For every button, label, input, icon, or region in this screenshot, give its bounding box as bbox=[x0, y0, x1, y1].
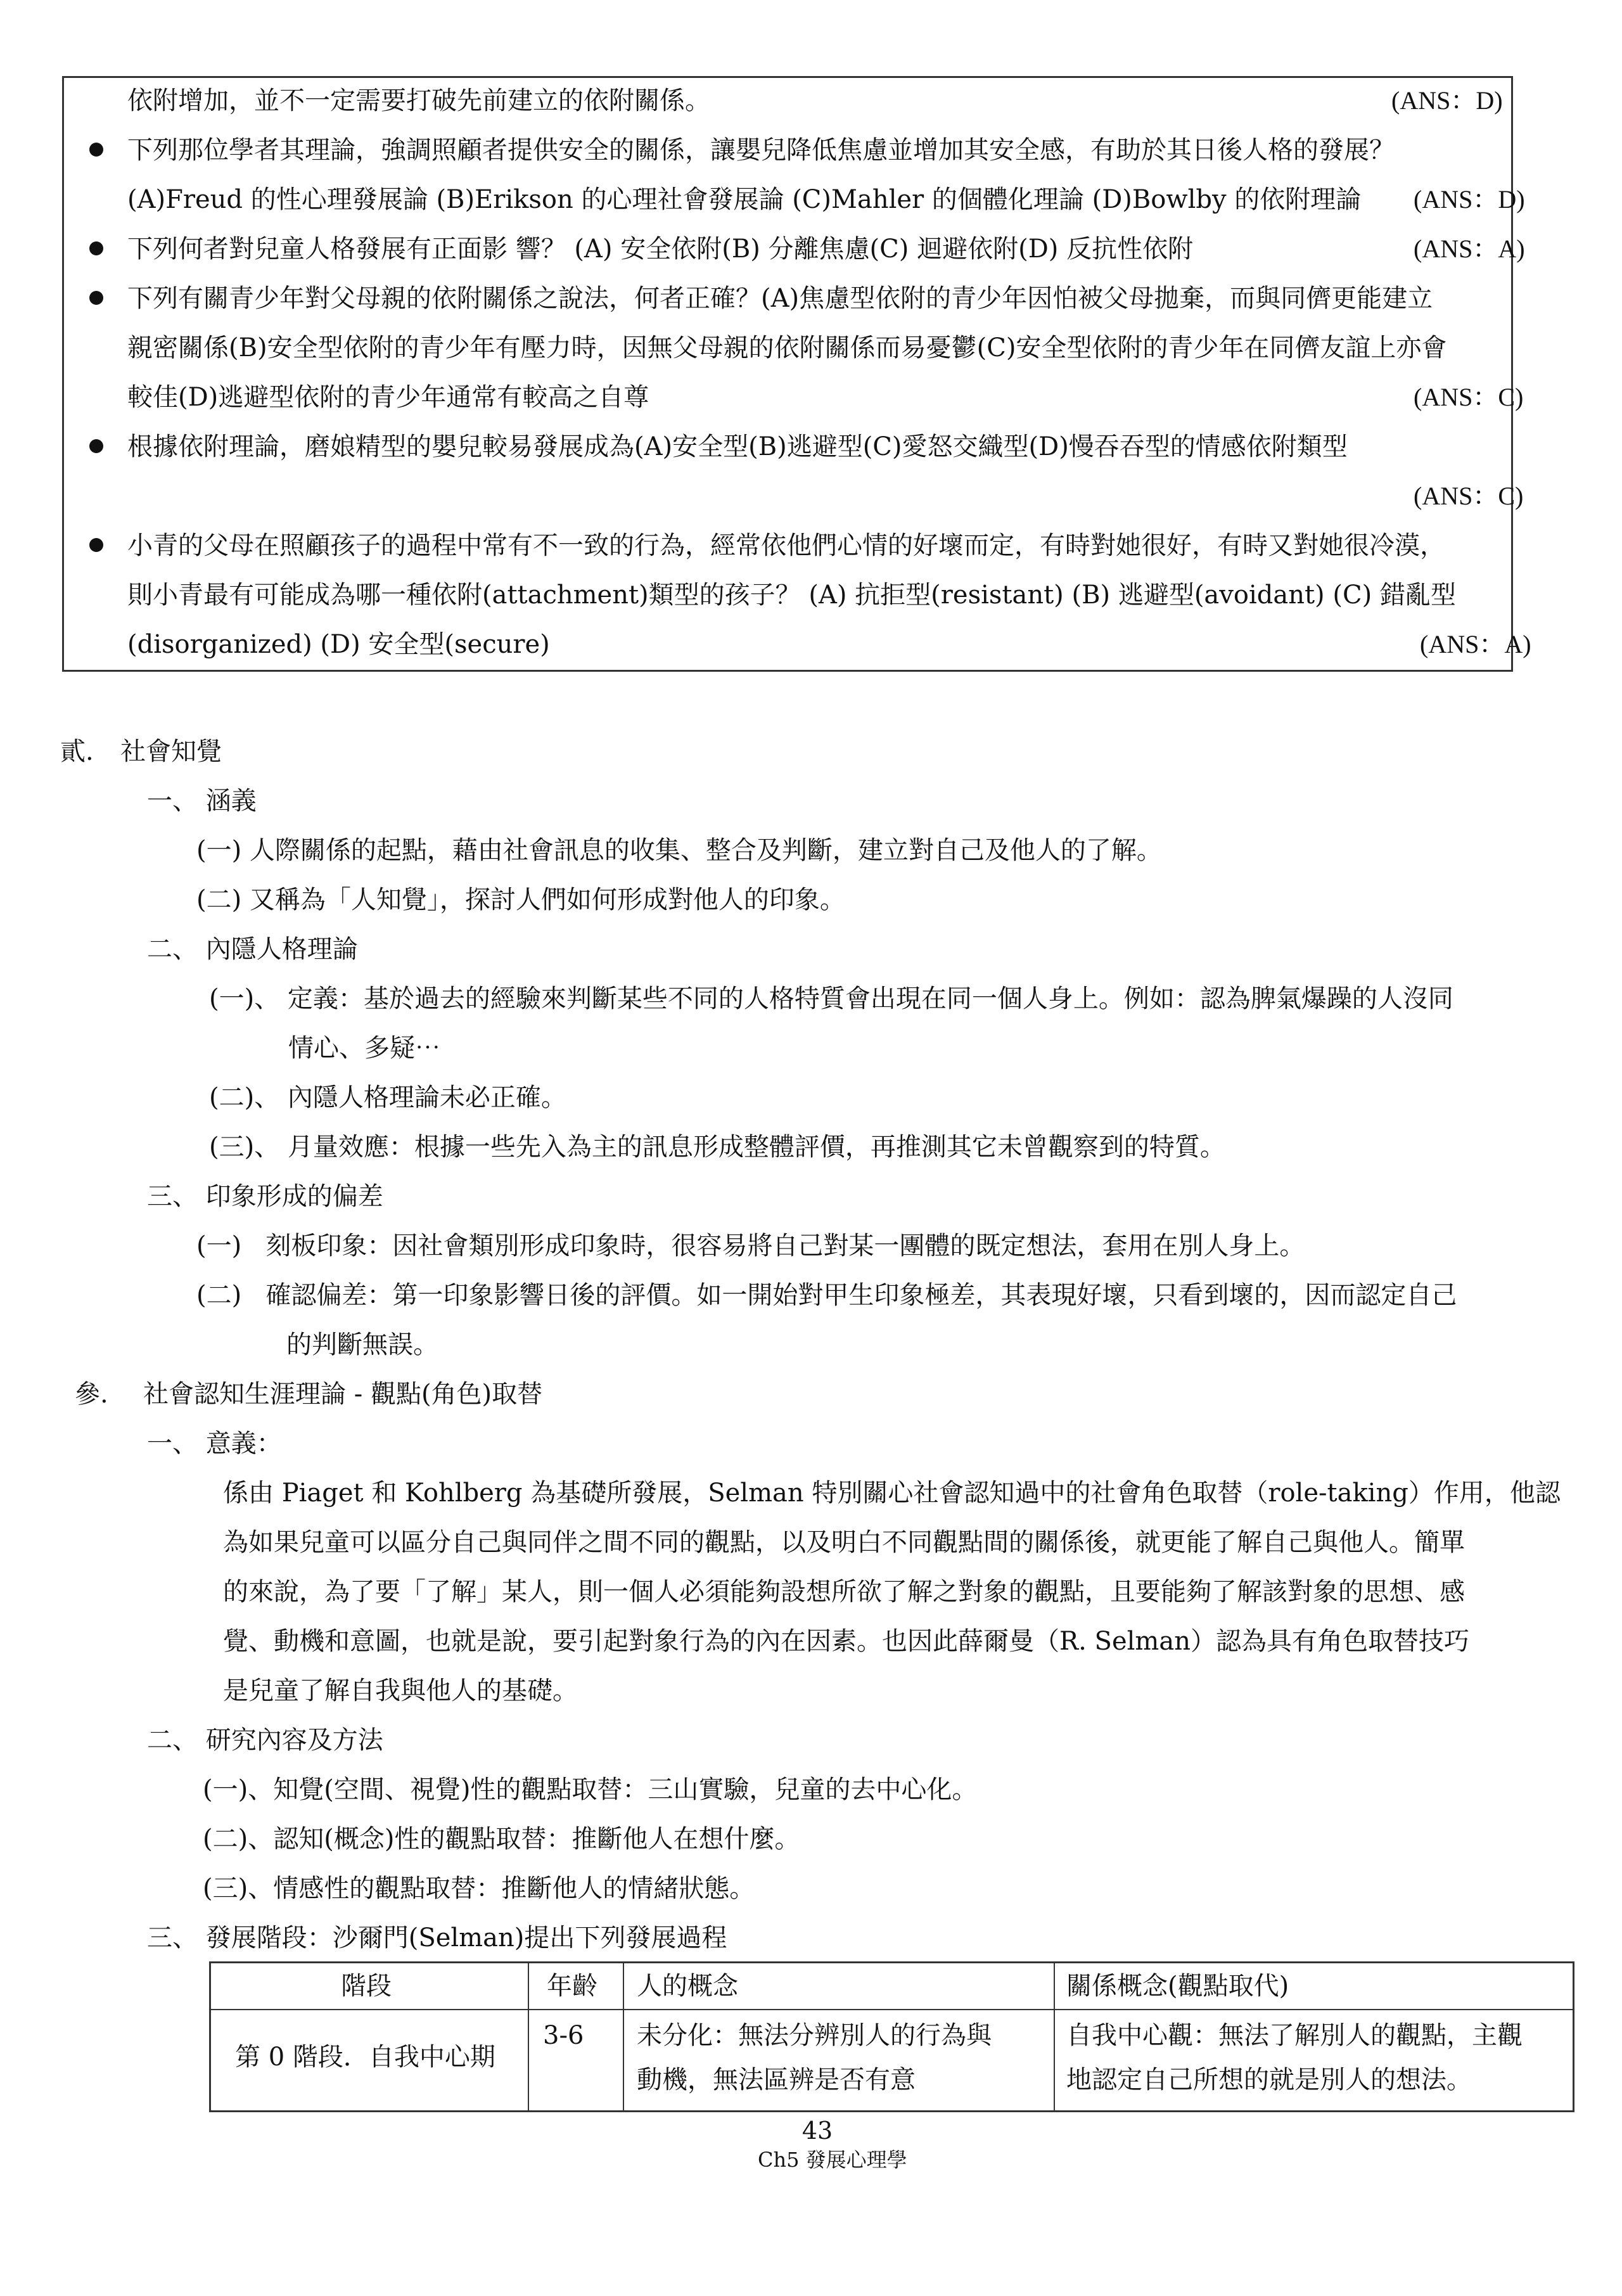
section-number: 參. bbox=[75, 1380, 108, 1409]
table-cell-person: 未分化：無法分辨別人的行為與 bbox=[637, 2021, 992, 2050]
list-item: (一)、 定義：基於過去的經驗來判斷某些不同的人格特質會出現在同一個人身上。例如：認為脾氣爆躁的人沒同 bbox=[209, 984, 1453, 1013]
subsection-title: 三、 印象形成的偏差 bbox=[147, 1182, 383, 1211]
question-text: 依附增加，並不一定需要打破先前建立的依附關係。 bbox=[127, 86, 710, 115]
paragraph-line: 覺、動機和意圖，也就是說，要引起對象行為的內在因素。也因此薛爾曼（R. Selman）認為具有角色取替技巧 bbox=[223, 1627, 1469, 1656]
subsection-title: 二、 內隱人格理論 bbox=[147, 935, 358, 964]
list-item: (一)、知覺(空間、視覺)性的觀點取替：三山實驗，兒童的去中心化。 bbox=[203, 1775, 978, 1804]
paragraph-line: 係由 Piaget 和 Kohlberg 為基礎所發展，Selman 特別關心社會認知過中的社會角色取替（role-taking）作用，他認 bbox=[223, 1478, 1561, 1508]
bullet-icon bbox=[89, 143, 103, 157]
bullet-icon bbox=[89, 241, 103, 255]
paragraph-line: 是兒童了解自我與他人的基礎。 bbox=[223, 1676, 578, 1705]
question-text: 則小青最有可能成為哪一種依附(attachment)類型的孩子？ (A) 抗拒型(resistant) (B) 逃避型(avoidant) (C) 錯亂型 bbox=[127, 580, 1456, 610]
question-text: 根據依附理論，磨娘精型的嬰兒較易發展成為(A)安全型(B)逃避型(C)愛怒交織型(D)慢吞吞型的情感依附類型 bbox=[127, 432, 1348, 461]
question-text: 親密關係(B)安全型依附的青少年有壓力時，因無父母親的依附關係而易憂鬱(C)安全型依附的青少年在同儕友誼上亦會 bbox=[127, 333, 1447, 362]
question-text: 下列有關青少年對父母親的依附關係之說法，何者正確？(A)焦慮型依附的青少年因怕被父母拋棄，而與同儕更能建立 bbox=[127, 284, 1433, 313]
section-number: 貳. bbox=[60, 737, 94, 766]
subsection-title: 一、 意義： bbox=[147, 1429, 282, 1458]
table-divider bbox=[528, 1963, 529, 2110]
answer-label: (ANS：C) bbox=[1414, 383, 1524, 411]
table-header: 年齡 bbox=[547, 1972, 597, 2001]
question-text: 小青的父母在照顧孩子的過程中常有不一致的行為，經常依他們心情的好壞而定，有時對她很好，有時又對她很冷漠， bbox=[127, 531, 1445, 560]
list-item-continuation: 的判斷無誤。 bbox=[286, 1330, 438, 1359]
stage-table bbox=[209, 1961, 1574, 2112]
table-cell-relation: 自我中心觀：無法了解別人的觀點，主觀 bbox=[1066, 2021, 1523, 2050]
paragraph-line: 的來說，為了要「了解」某人，則一個人必須能夠設想所欲了解之對象的觀點，且要能夠了解該對象的思想、感 bbox=[223, 1577, 1465, 1607]
table-cell-relation: 地認定自己所想的就是別人的想法。 bbox=[1066, 2065, 1472, 2094]
answer-label: (ANS：D) bbox=[1391, 86, 1503, 115]
list-item: (二) 又稱為「人知覺」，探討人們如何形成對他人的印象。 bbox=[196, 885, 845, 914]
question-text: 下列那位學者其理論，強調照顧者提供安全的關係，讓嬰兒降低焦慮並增加其安全感，有助於其日後人格的發展？ bbox=[127, 136, 1395, 165]
bullet-icon bbox=[89, 439, 103, 453]
paragraph-line: 為如果兒童可以區分自己與同伴之間不同的觀點，以及明白不同觀點間的關係後，就更能了解自己與他人。簡單 bbox=[223, 1528, 1465, 1557]
list-item: (三)、情感性的觀點取替：推斷他人的情緒狀態。 bbox=[203, 1874, 755, 1903]
list-item: (二)、 內隱人格理論未必正確。 bbox=[209, 1083, 566, 1112]
answer-label: (ANS：D) bbox=[1414, 185, 1525, 214]
table-header: 人的概念 bbox=[637, 1972, 738, 2001]
subsection-title: 二、 研究內容及方法 bbox=[147, 1726, 383, 1755]
section-heading: 社會認知生涯理論 - 觀點(角色)取替 bbox=[143, 1380, 543, 1409]
table-divider bbox=[623, 1963, 624, 2110]
question-options: (A)Freud 的性心理發展論 (B)Erikson 的心理社會發展論 (C)Mahler 的個體化理論 (D)Bowlby 的依附理論 bbox=[127, 185, 1362, 214]
subsection-title: 三、 發展階段：沙爾門(Selman)提出下列發展過程 bbox=[147, 1923, 727, 1953]
subsection-title: 一、 涵義 bbox=[147, 786, 257, 816]
bullet-icon bbox=[89, 291, 103, 305]
list-item: (二) 確認偏差：第一印象影響日後的評價。如一開始對甲生印象極差，其表現好壞，只看到壞的，因而認定自己 bbox=[196, 1281, 1457, 1310]
answer-label: (ANS：A) bbox=[1414, 234, 1525, 263]
chapter-label: Ch5 發展心理學 bbox=[758, 2148, 907, 2172]
list-item: (二)、認知(概念)性的觀點取替：推斷他人在想什麼。 bbox=[203, 1825, 800, 1854]
bullet-icon bbox=[89, 538, 103, 552]
question-text: (disorganized) (D) 安全型(secure) bbox=[127, 630, 550, 659]
list-item: (一) 刻板印象：因社會類別形成印象時，很容易將自己對某一團體的既定想法，套用在別人身上。 bbox=[196, 1231, 1305, 1260]
page-number: 43 bbox=[801, 2117, 833, 2145]
table-cell-stage: 第 0 階段．自我中心期 bbox=[235, 2043, 495, 2072]
list-item-continuation: 情心、多疑⋯ bbox=[288, 1034, 440, 1063]
question-text: 較佳(D)逃避型依附的青少年通常有較高之自尊 bbox=[127, 383, 649, 412]
list-item: (三)、 月量效應：根據一些先入為主的訊息形成整體評價，再推測其它未曾觀察到的特質。 bbox=[209, 1132, 1225, 1162]
table-cell-person: 動機，無法區辨是否有意 bbox=[637, 2065, 916, 2094]
answer-label: (ANS：A) bbox=[1420, 630, 1531, 658]
answer-label: (ANS：C) bbox=[1414, 482, 1524, 510]
list-item: (一) 人際關係的起點，藉由社會訊息的收集、整合及判斷，建立對自己及他人的了解。 bbox=[196, 836, 1162, 865]
table-cell-age: 3-6 bbox=[543, 2021, 584, 2050]
question-box bbox=[62, 76, 1531, 672]
table-divider bbox=[1054, 1963, 1055, 2110]
section-heading: 社會知覺 bbox=[120, 737, 222, 766]
table-header: 階段 bbox=[341, 1972, 392, 2001]
table-header: 關係概念(觀點取代) bbox=[1066, 1972, 1289, 2001]
question-text: 下列何者對兒童人格發展有正面影 響？ (A) 安全依附(B) 分離焦慮(C) 迴避依附(D) 反抗性依附 bbox=[127, 234, 1194, 264]
table-divider bbox=[211, 2009, 1573, 2010]
